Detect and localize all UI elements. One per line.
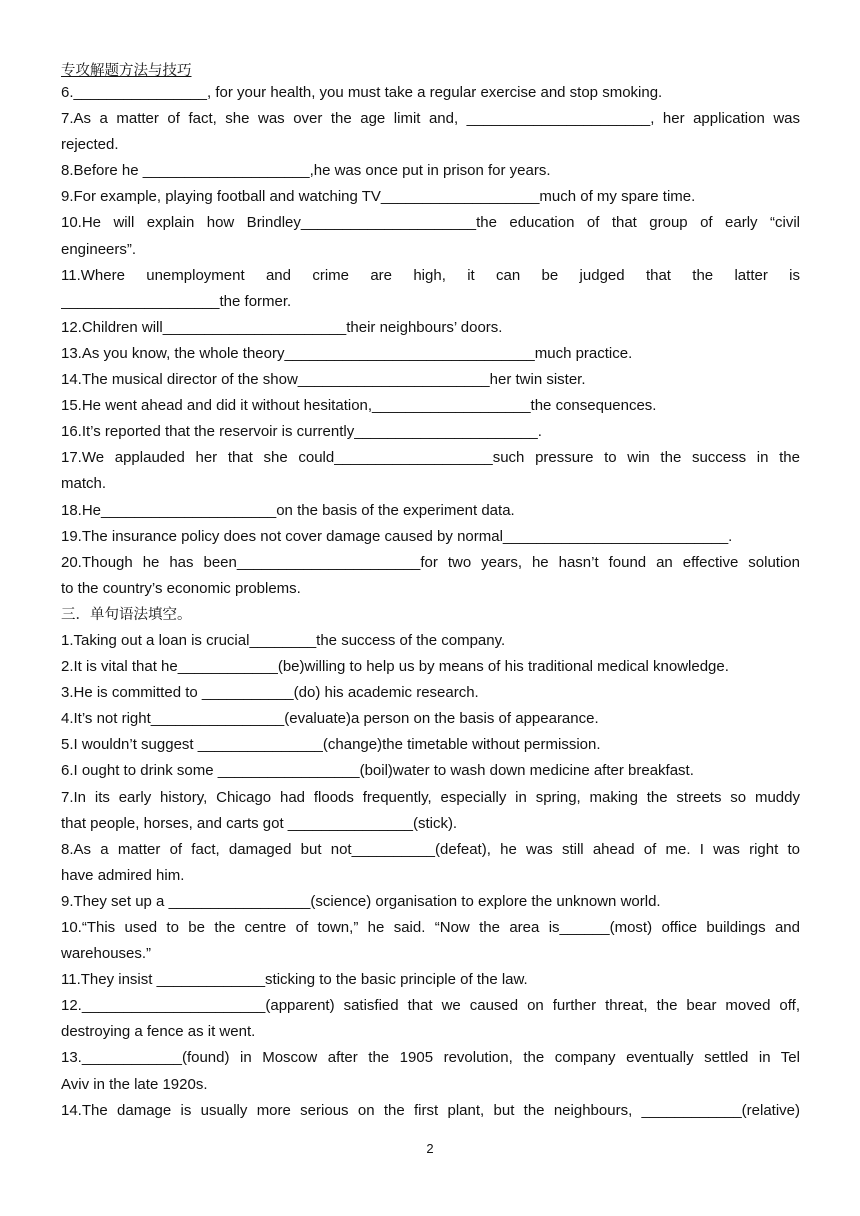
section-header: 专攻解题方法与技巧 [61, 63, 192, 79]
exercise-line: 2.It is vital that he____________(be)willing to help us by means of his traditional medical knowledge. [61, 658, 729, 676]
exercise-line: 13.As you know, the whole theory______________________________much practice. [61, 344, 633, 362]
exercise-line: 14.The musical director of the show_______________________her twin sister. [61, 371, 586, 389]
exercise-line: 13.____________(found) in Moscow after the 1905 revolution, the company eventually settled in Tel [61, 1049, 800, 1067]
exercise-line: 11.They insist _____________sticking to the basic principle of the law. [61, 971, 528, 989]
exercise-line: 3.He is committed to ___________(do) his academic research. [61, 684, 479, 702]
exercise-line: 5.I wouldn’t suggest _______________(change)the timetable without permission. [61, 736, 601, 754]
section-title: 三．单句语法填空。 [61, 606, 192, 623]
exercise-line: to the country’s economic problems. [61, 579, 301, 597]
exercise-line: 10.“This used to be the centre of town,” he said. “Now the area is______(most) office buildings and [61, 919, 800, 936]
exercise-line: have admired him. [61, 866, 185, 884]
exercise-line: that people, horses, and carts got _______________(stick). [61, 814, 458, 832]
exercise-line: match. [61, 475, 107, 493]
exercise-line: 18.He_____________________on the basis of the experiment data. [61, 501, 515, 519]
exercise-line: 6.I ought to drink some _________________(boil)water to wash down medicine after breakfast. [61, 762, 694, 780]
exercise-line: 19.The insurance policy does not cover damage caused by normal___________________________. [61, 527, 733, 545]
exercise-line: 9.They set up a _________________(science) organisation to explore the unknown world. [61, 892, 661, 910]
exercise-line: 9.For example, playing football and watching TV___________________much of my spare time. [61, 188, 696, 206]
exercise-line: 11.Where unemployment and crime are high, it can be judged that the latter is [61, 266, 800, 284]
exercise-line: ___________________the former. [61, 292, 292, 310]
exercise-line: 20.Though he has been______________________for two years, he hasn’t found an effective solution [61, 553, 800, 571]
exercise-line: 1.Taking out a loan is crucial________the success of the company. [61, 631, 506, 649]
exercise-content [61, 80, 800, 1124]
exercise-line: rejected. [61, 136, 119, 154]
exercise-line: 7.In its early history, Chicago had floods frequently, especially in spring, making the streets so muddy [61, 788, 800, 806]
exercise-line: 7.As a matter of fact, she was over the age limit and, ______________________, her application was [61, 110, 800, 128]
exercise-line: 12.______________________(apparent) satisfied that we caused on further threat, the bear moved off, [61, 997, 800, 1015]
exercise-line: 16.It’s reported that the reservoir is currently______________________. [61, 423, 542, 441]
exercise-line: 8.Before he ____________________,he was once put in prison for years. [61, 162, 551, 180]
exercise-line: 17.We applauded her that she could___________________such pressure to win the success in the [61, 449, 800, 467]
page-number: 2 [426, 1141, 434, 1156]
exercise-line: 12.Children will______________________their neighbours’ doors. [61, 318, 503, 336]
exercise-line: 15.He went ahead and did it without hesitation,___________________the consequences. [61, 397, 657, 415]
exercise-line: 6.________________, for your health, you must take a regular exercise and stop smoking. [61, 84, 663, 101]
exercise-line: Aviv in the late 1920s. [61, 1075, 208, 1093]
exercise-line: destroying a fence as it went. [61, 1023, 256, 1041]
exercise-line: warehouses.” [61, 945, 152, 963]
exercise-line: 14.The damage is usually more serious on the first plant, but the neighbours, ____________(relative) [61, 1101, 800, 1119]
exercise-line: 10.He will explain how Brindley_____________________the education of that group of early “civil [61, 214, 800, 232]
exercise-line: 4.It’s not right________________(evaluate)a person on the basis of appearance. [61, 710, 599, 728]
exercise-line: engineers”. [61, 240, 137, 258]
exercise-line: 8.As a matter of fact, damaged but not__________(defeat), he was still ahead of me. I was right to [61, 840, 800, 858]
